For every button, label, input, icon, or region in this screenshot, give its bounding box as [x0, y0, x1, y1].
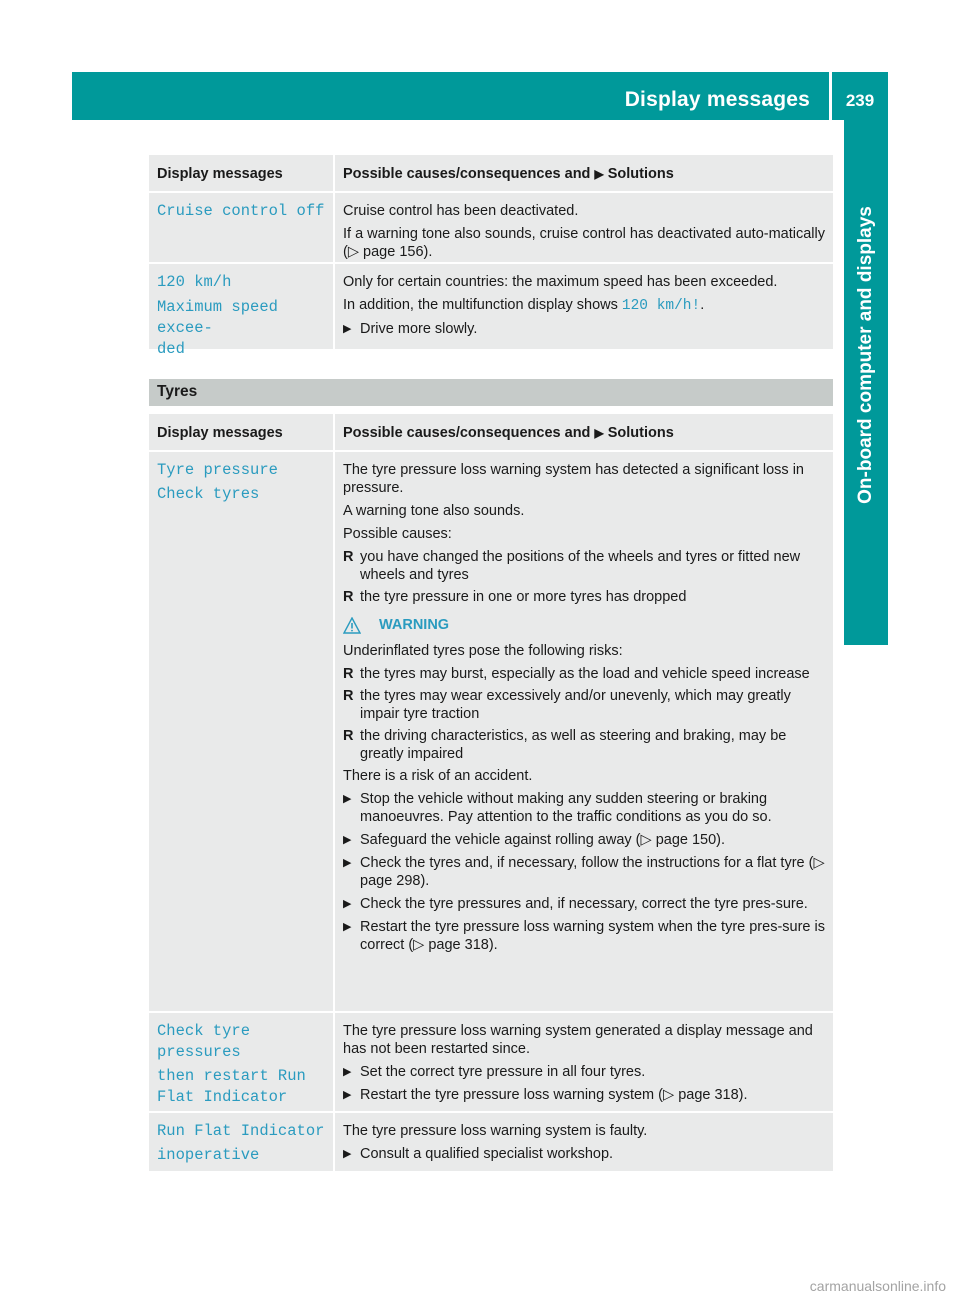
solution-arrow-icon: ▶ — [594, 167, 604, 181]
list-item: R the driving characteristics, as well as steering and braking, may be greatly impaired — [343, 728, 787, 762]
solution-step: ▶ Safeguard the vehicle against rolling away (▷ page 150). — [343, 832, 726, 848]
solution-arrow-icon: ▶ — [594, 426, 604, 440]
table-row — [149, 1013, 833, 1113]
col-header-causes: Possible causes/consequences and ▶ Solutions — [343, 425, 674, 441]
side-tab-label-wrap — [844, 120, 888, 590]
list-item: R you have changed the positions of the wheels and tyres or fitted new wheels and tyres — [343, 549, 801, 583]
side-tab-marker — [844, 590, 888, 645]
warning-heading: WARNING — [343, 616, 825, 634]
display-message: Tyre pressure — [157, 461, 278, 479]
display-message: ded — [157, 340, 185, 358]
causes-cell: The tyre pressure loss warning system is faulty. ▶ Consult a qualified specialist workshop. — [335, 1113, 833, 1171]
message-cell — [149, 1013, 335, 1111]
page-number: 239 — [845, 91, 875, 110]
causes-cell: The tyre pressure loss warning system has detected a significant loss in pressure. A warning tone also sounds. Possible causes: R you have changed the positions of the wheels and tyres or fitted new wheels and tyres R the tyre pressure in one or more tyres has dropped WARNING Underinflated tyres pose the following risks: R the tyres may burst, especially as the load and vehicle speed increase R the tyres may wear excessively and/or unevenly, which may greatly impair tyre traction R the driving characteristics, as well as steering and braking, may be greatly impaired There is a risk of an accident. ▶ Stop the vehicle without making any sudden steering or braking manoeuvres. Pay attention to the traffic conditions as you do so. ▶ Safeguard the vehicle against rolling away (▷ page 150). ▶ Check the tyres and, if necessary, follow the instructions for a flat tyre (▷ page 298). ▶ Check the tyre pressures and, if necessary, correct the tyre pres-sure. ▶ Restart the tyre pressure loss warning system when the tyre pres-sure is correct (▷ page 318). — [343, 462, 825, 953]
list-item: R the tyre pressure in one or more tyres has dropped — [343, 589, 687, 605]
solution-step: ▶ Check the tyre pressures and, if necessary, correct the tyre pres-sure. — [343, 896, 808, 912]
header-title: Display messages — [624, 88, 810, 111]
display-messages-table-2 — [149, 414, 833, 1173]
step-arrow-icon: ▶ — [343, 921, 352, 933]
page-ref-icon: ▷ — [813, 855, 825, 871]
display-message: Check tyre pressures — [157, 1022, 251, 1061]
page-ref-icon: ▷ — [640, 832, 656, 848]
message-cell — [149, 1113, 335, 1171]
col-header-causes: Possible causes/consequences and ▶ Solutions — [343, 166, 674, 182]
display-message: Run Flat Indicator — [157, 1122, 325, 1140]
solution-step: ▶ Drive more slowly. — [343, 321, 478, 337]
page-ref-icon: ▷ — [663, 1087, 679, 1103]
table-row — [149, 264, 833, 358]
side-tab-label: On-board computer and displays — [855, 206, 876, 504]
causes-cell: Cruise control has been deactivated. If a warning tone also sounds, cruise control has deactivated auto-matically (▷ page 156). — [343, 203, 825, 260]
solution-step: ▶ Restart the tyre pressure loss warning system (▷ page 318). — [343, 1087, 748, 1103]
causes-cell: Only for certain countries: the maximum speed has been exceeded. In addition, the multifunction display shows 120 km/h!. ▶ Drive more slowly. — [335, 264, 833, 349]
col-header-messages: Display messages — [149, 155, 335, 191]
causes-cell: The tyre pressure loss warning system generated a display message and has not been restarted since. ▶ Set the correct tyre pressure in all four tyres. ▶ Restart the tyre pressure loss warning system (▷ page 318). — [335, 1013, 833, 1111]
table-row — [149, 193, 833, 264]
step-arrow-icon: ▶ — [343, 857, 352, 869]
step-arrow-icon: ▶ — [343, 898, 352, 910]
step-arrow-icon: ▶ — [343, 793, 352, 805]
solution-step: ▶ Set the correct tyre pressure in all four tyres. — [343, 1064, 646, 1080]
table-header-row — [149, 155, 833, 193]
display-messages-table-1 — [149, 155, 833, 358]
step-arrow-icon: ▶ — [343, 834, 352, 846]
table-row — [149, 1113, 833, 1173]
page-header — [72, 72, 888, 120]
step-arrow-icon: ▶ — [343, 1089, 352, 1101]
message-cell — [149, 452, 335, 1011]
solution-step: ▶ Check the tyres and, if necessary, follow the instructions for a flat tyre (▷ page 298). — [343, 855, 825, 889]
display-message: then restart Run — [157, 1067, 306, 1085]
display-message: inoperative — [157, 1146, 260, 1164]
list-item: R the tyres may burst, especially as the load and vehicle speed increase — [343, 666, 810, 682]
watermark: carmanualsonline.info — [809, 1278, 946, 1294]
message-cell — [149, 193, 335, 262]
warning-triangle-icon — [343, 617, 361, 634]
solution-step: ▶ Consult a qualified specialist workshop. — [343, 1146, 614, 1162]
step-arrow-icon: ▶ — [343, 1066, 352, 1078]
solution-step: ▶ Restart the tyre pressure loss warning system when the tyre pres-sure is correct (▷ page 318). — [343, 919, 825, 953]
display-message: Cruise control off — [157, 202, 325, 220]
page-ref-icon: ▷ — [413, 937, 429, 953]
section-title: Tyres — [149, 379, 833, 406]
list-item: R the tyres may wear excessively and/or unevenly, which may greatly impair tyre traction — [343, 688, 791, 722]
col-header-messages: Display messages — [149, 414, 335, 450]
display-message: Maximum speed excee- — [157, 298, 278, 337]
solution-step: ▶ Stop the vehicle without making any sudden steering or braking manoeuvres. Pay attention to the traffic conditions as you do so. — [343, 791, 772, 825]
page-ref-icon: ▷ — [347, 244, 364, 260]
table-header-row — [149, 414, 833, 452]
step-arrow-icon: ▶ — [343, 323, 352, 335]
message-cell — [149, 264, 335, 358]
display-message: Flat Indicator — [157, 1088, 288, 1106]
step-arrow-icon: ▶ — [343, 1148, 352, 1160]
display-message: 120 km/h — [157, 273, 232, 291]
table-row — [149, 452, 833, 1013]
display-message: Check tyres — [157, 485, 260, 503]
